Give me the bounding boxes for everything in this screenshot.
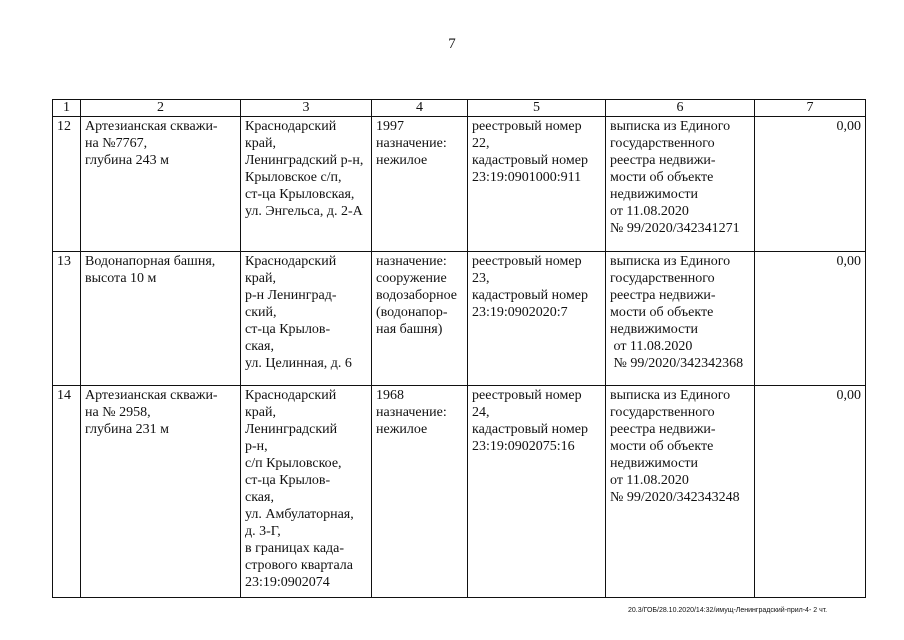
extract-cell-line: № 99/2020/342342368 [610, 356, 744, 371]
object-name-cell-line: на №7767, [85, 136, 148, 151]
registry-number-cell-line: 22, [472, 136, 490, 151]
registry-number-cell-line: кадастровый номер [472, 288, 588, 303]
address-cell-line: край, [245, 271, 277, 286]
row-number-cell: 12 [53, 117, 81, 252]
registry-number-cell-line: 23, [472, 271, 490, 286]
address-cell-line: ул. Амбулаторная, [245, 507, 354, 522]
col-header-2: 2 [81, 100, 241, 117]
address-cell-line: ская, [245, 339, 274, 354]
extract-cell-line: от 11.08.2020 [610, 339, 693, 354]
object-name-cell-line: Водонапорная башня, [85, 254, 216, 269]
object-name-cell-line: Артезианская скважи- [85, 119, 218, 134]
extract-cell-line: реестра недвижи- [610, 422, 716, 437]
object-name-cell [81, 117, 241, 252]
address-cell-line: ская, [245, 490, 274, 505]
extract-cell-line: государственного [610, 136, 715, 151]
address-cell-line: ст-ца Крыловская, [245, 187, 355, 202]
registry-number-cell-line: 23:19:0901000:911 [472, 170, 582, 185]
extract-cell-line: выписка из Единого [610, 388, 731, 403]
registry-number-cell [468, 386, 606, 598]
document-footer: 20.3/ГОБ/28.10.2020/14:32/имущ-Ленинградский-прил-4- 2 чт. [628, 607, 828, 614]
extract-cell-line: от 11.08.2020 [610, 473, 689, 488]
address-cell-line: Крыловское с/п, [245, 170, 342, 185]
address-cell-line: ст-ца Крылов- [245, 473, 331, 488]
object-name-cell-line: Артезианская скважи- [85, 388, 218, 403]
extract-cell [606, 386, 755, 598]
value-cell: 0,00 [755, 252, 866, 386]
address-cell-line: Ленинградский [245, 422, 338, 437]
row-number-cell: 14 [53, 386, 81, 598]
purpose-cell-line: назначение: [376, 405, 447, 420]
col-header-3: 3 [241, 100, 372, 117]
address-cell-line: р-н Ленинград- [245, 288, 337, 303]
address-cell-line: стрового квартала [245, 558, 353, 573]
extract-cell-line: мости об объекте [610, 170, 714, 185]
address-cell-line: р-н, [245, 439, 268, 454]
property-registry-table [52, 99, 866, 598]
address-cell-line: ский, [245, 305, 277, 320]
purpose-cell-line: ная башня) [376, 322, 443, 337]
address-cell-line: Ленинградский р-н, [245, 153, 364, 168]
row-number-cell: 13 [53, 252, 81, 386]
extract-cell-line: мости об объекте [610, 305, 714, 320]
registry-number-cell-line: реестровый номер [472, 254, 582, 269]
page-number: 7 [448, 36, 456, 52]
address-cell-line: ул. Энгельса, д. 2-А [245, 204, 363, 219]
purpose-cell-line: (водонапор- [376, 305, 448, 320]
extract-cell-line: выписка из Единого [610, 254, 731, 269]
object-name-cell [81, 386, 241, 598]
registry-number-cell [468, 117, 606, 252]
col-header-5: 5 [468, 100, 606, 117]
extract-cell [606, 117, 755, 252]
extract-cell [606, 252, 755, 386]
purpose-cell-line: 1997 [376, 119, 404, 134]
registry-number-cell-line: 23:19:0902020:7 [472, 305, 568, 320]
extract-cell-line: государственного [610, 405, 715, 420]
registry-number-cell-line: 24, [472, 405, 490, 420]
purpose-cell-line: назначение: [376, 254, 447, 269]
object-name-cell-line: на № 2958, [85, 405, 151, 420]
extract-cell-line: реестра недвижи- [610, 288, 716, 303]
extract-cell-line: недвижимости [610, 187, 698, 202]
col-header-6: 6 [606, 100, 755, 117]
registry-number-cell-line: реестровый номер [472, 119, 582, 134]
col-header-4: 4 [372, 100, 468, 117]
address-cell [241, 386, 372, 598]
extract-cell-line: № 99/2020/342341271 [610, 221, 740, 236]
registry-number-cell-line: 23:19:0902075:16 [472, 439, 575, 454]
extract-cell-line: недвижимости [610, 456, 698, 471]
extract-cell-line: реестра недвижи- [610, 153, 716, 168]
address-cell-line: ул. Целинная, д. 6 [245, 356, 352, 371]
address-cell-line: с/п Крыловское, [245, 456, 342, 471]
object-name-cell-line: глубина 243 м [85, 153, 170, 168]
value-cell: 0,00 [755, 386, 866, 598]
table-row [53, 386, 866, 598]
address-cell-line: Краснодарский [245, 254, 337, 269]
extract-cell-line: № 99/2020/342343248 [610, 490, 740, 505]
purpose-cell-line: 1968 [376, 388, 404, 403]
object-name-cell [81, 252, 241, 386]
purpose-cell [372, 252, 468, 386]
table-row [53, 117, 866, 252]
object-name-cell-line: глубина 231 м [85, 422, 170, 437]
purpose-cell-line: нежилое [376, 422, 428, 437]
extract-cell-line: недвижимости [610, 322, 698, 337]
extract-cell-line: выписка из Единого [610, 119, 731, 134]
table-row [53, 252, 866, 386]
registry-number-cell-line: реестровый номер [472, 388, 582, 403]
extract-cell-line: государственного [610, 271, 715, 286]
address-cell-line: Краснодарский [245, 388, 337, 403]
registry-number-cell-line: кадастровый номер [472, 153, 588, 168]
address-cell [241, 252, 372, 386]
extract-cell-line: от 11.08.2020 [610, 204, 689, 219]
address-cell [241, 117, 372, 252]
purpose-cell [372, 386, 468, 598]
address-cell-line: край, [245, 136, 277, 151]
col-header-7: 7 [755, 100, 866, 117]
address-cell-line: в границах када- [245, 541, 345, 556]
col-header-1: 1 [53, 100, 81, 117]
header-row [53, 100, 866, 117]
purpose-cell [372, 117, 468, 252]
purpose-cell-line: водозаборное [376, 288, 457, 303]
address-cell-line: 23:19:0902074 [245, 575, 330, 590]
purpose-cell-line: сооружение [376, 271, 447, 286]
address-cell-line: Краснодарский [245, 119, 337, 134]
registry-number-cell [468, 252, 606, 386]
extract-cell-line: мости об объекте [610, 439, 714, 454]
value-cell: 0,00 [755, 117, 866, 252]
purpose-cell-line: назначение: [376, 136, 447, 151]
address-cell-line: д. 3-Г, [245, 524, 281, 539]
address-cell-line: край, [245, 405, 277, 420]
address-cell-line: ст-ца Крылов- [245, 322, 331, 337]
object-name-cell-line: высота 10 м [85, 271, 157, 286]
registry-number-cell-line: кадастровый номер [472, 422, 588, 437]
purpose-cell-line: нежилое [376, 153, 428, 168]
